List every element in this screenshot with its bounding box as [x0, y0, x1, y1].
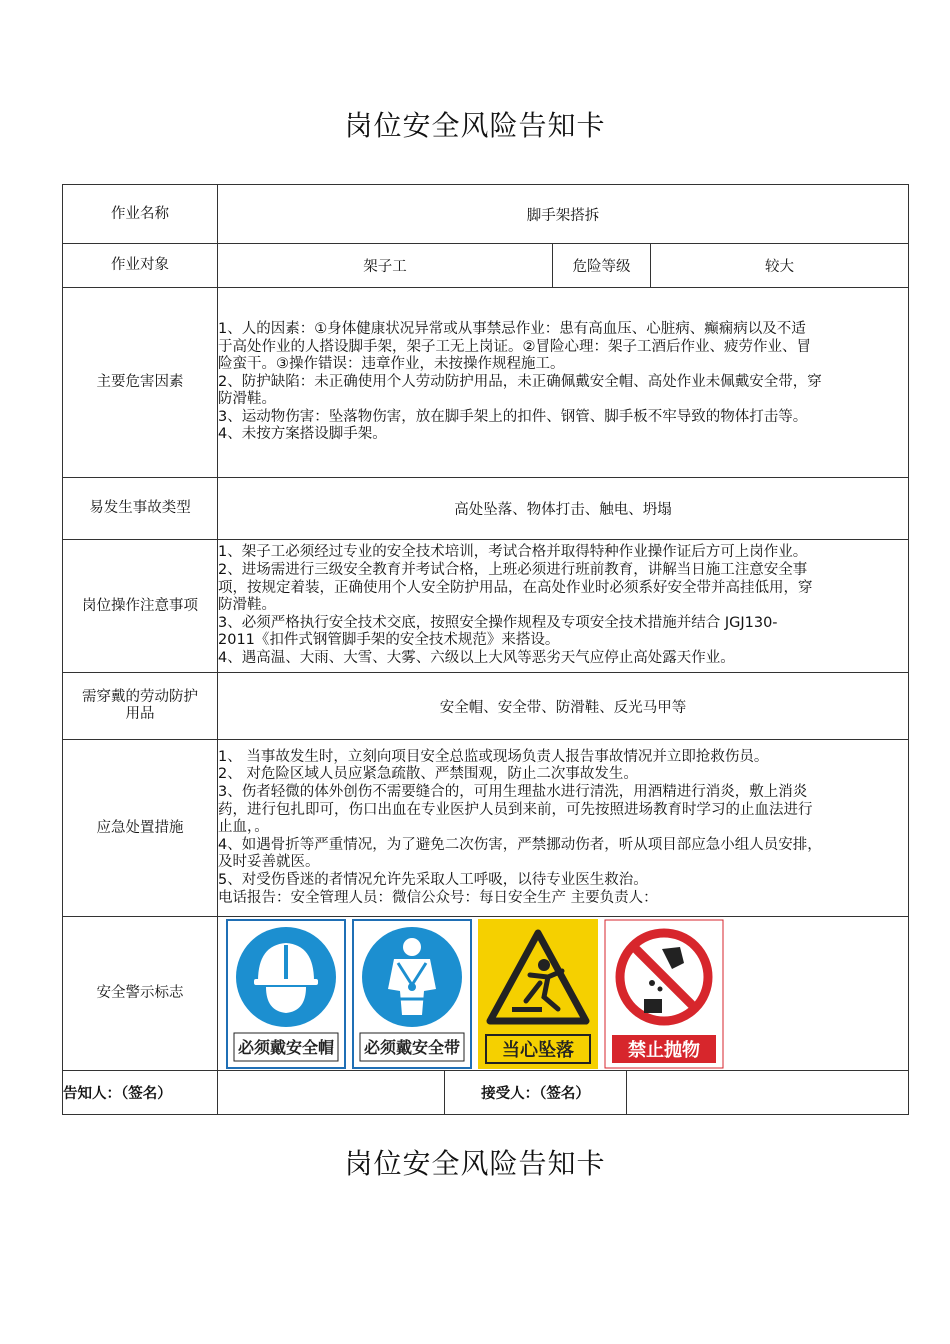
sign-caption: 当心坠落: [502, 1039, 574, 1061]
sign-caption: 必须戴安全帽: [237, 1037, 335, 1057]
precaution-line: 3、必须严格执行安全技术交底，按照安全操作规程及专项安全技术措施并结合 JGJ130-: [218, 614, 778, 631]
emergency-line: 5、对受伤昏迷的者情况允许先采取人工呼吸，以待专业医生救治。: [218, 871, 648, 888]
precaution-line: 4、遇高温、大雨、大雪、大雾、六级以上大风等恶劣天气应停止高处露天作业。: [218, 649, 735, 666]
sign-must-wear-helmet: [226, 919, 346, 1069]
job-target-label: 作业对象: [63, 244, 218, 288]
sign-no-throwing: [604, 919, 724, 1069]
hazards-text: [218, 288, 909, 478]
row-precautions: [63, 540, 909, 673]
hazard-line: 防滑鞋。: [218, 391, 276, 408]
precautions-label: 岗位操作注意事项: [63, 540, 218, 673]
row-job-name: [63, 185, 909, 244]
receiver-signature-field[interactable]: [627, 1071, 909, 1115]
signs-cell: [218, 917, 909, 1071]
ppe-value: 安全帽、安全带、防滑鞋、反光马甲等: [218, 673, 909, 740]
emergency-line: 药，进行包扎即可，伤口出血在专业医护人员到来前，可先按照进场教育时学习的止血法进行: [218, 801, 813, 818]
hazard-line: 险蛮干。③操作错误：违章作业，未按操作规程施工。: [218, 356, 565, 373]
row-signature: [63, 1071, 909, 1115]
emergency-line: 4、如遇骨折等严重情况，为了避免二次伤害，严禁挪动伤者，听从项目部应急小组人员安排，: [218, 836, 822, 853]
helmet-icon: [236, 927, 336, 1027]
precaution-line: 项，按规定着装，正确使用个人安全防护用品，在高处作业时必须系好安全带并高挂低用，穿: [218, 579, 813, 596]
no-throwing-icon: [620, 933, 708, 1021]
job-target-value: 架子工: [218, 244, 553, 288]
precautions-text: [218, 540, 909, 673]
sign-caption: 禁止抛物: [628, 1039, 700, 1061]
hazard-line: 于高处作业的人搭设脚手架，架子工无上岗证。②冒险心理：架子工酒后作业、疲劳作业、冒: [218, 338, 811, 355]
row-signs: [63, 917, 909, 1071]
precaution-line: 2011《扣件式钢管脚手架的安全技术规范》来搭设。: [218, 632, 560, 649]
hazard-line: 1、人的因素：①身体健康状况异常或从事禁忌作业：患有高血压、心脏病、癫痫病以及不适: [218, 320, 806, 337]
signs-label: 安全警示标志: [63, 917, 218, 1071]
ppe-label: [63, 673, 218, 740]
emergency-line: 电话报告：安全管理人员：微信公众号：每日安全生产 主要负责人：: [218, 889, 658, 906]
sign-must-wear-harness: [352, 919, 472, 1069]
ppe-label-line: 用品: [125, 706, 155, 722]
risk-card-table: [62, 184, 909, 1115]
hazards-label: 主要危害因素: [63, 288, 218, 478]
emergency-line: 3、伤者轻微的体外创伤不需要缝合的，可用生理盐水进行清洗，用酒精进行消炎，敷上消炎: [218, 784, 808, 801]
hazard-line: 3、运动物伤害：坠落物伤害，放在脚手架上的扣件、钢管、脚手板不牢导致的物体打击等。: [218, 408, 808, 425]
hazard-line: 2、防护缺陷：未正确使用个人劳动防护用品，未正确佩戴安全帽、高处作业未佩戴安全带，穿: [218, 373, 822, 390]
job-name-label: 作业名称: [63, 185, 218, 244]
job-name-value: 脚手架搭拆: [218, 185, 909, 244]
harness-icon: [362, 927, 462, 1027]
notifier-signature-label: 告知人：（签名）: [63, 1071, 218, 1115]
row-ppe: [63, 673, 909, 740]
precaution-line: 1、架子工必须经过专业的安全技术培训，考试合格并取得特种作业操作证后方可上岗作业。: [218, 544, 808, 561]
emergency-line: 及时妥善就医。: [218, 854, 320, 871]
emergency-line: 2、 对危险区域人员应紧急疏散、严禁围观，防止二次事故发生。: [218, 766, 638, 783]
sign-caption: 必须戴安全带: [363, 1037, 461, 1057]
sign-beware-falling: [478, 919, 598, 1069]
emergency-line: 止血，。: [218, 819, 269, 836]
receiver-signature-label: 接受人：（签名）: [445, 1071, 627, 1115]
next-page-title: 岗位安全风险告知卡: [344, 1147, 606, 1180]
notifier-signature-field[interactable]: [218, 1071, 445, 1115]
risk-level-label: 危险等级: [553, 244, 651, 288]
emergency-text: [218, 740, 909, 917]
ppe-label-line: 需穿戴的劳动防护: [82, 689, 198, 705]
row-job-target: [63, 244, 909, 288]
row-accidents: [63, 478, 909, 540]
precaution-line: 2、进场需进行三级安全教育并考试合格，上班必须进行班前教育，讲解当日施工注意安全事: [218, 562, 808, 579]
precaution-line: 防滑鞋。: [218, 597, 276, 614]
row-hazards: [63, 288, 909, 478]
accidents-label: 易发生事故类型: [63, 478, 218, 540]
page-title: 岗位安全风险告知卡: [344, 109, 606, 142]
risk-level-value: 较大: [651, 244, 909, 288]
emergency-label: 应急处置措施: [63, 740, 218, 917]
accidents-value: 高处坠落、物体打击、触电、坍塌: [218, 478, 909, 540]
emergency-line: 1、 当事故发生时，立刻向项目安全总监或现场负责人报告事故情况并立即抢救伤员。: [218, 748, 769, 765]
hazard-line: 4、未按方案搭设脚手架。: [218, 426, 387, 443]
row-emergency: [63, 740, 909, 917]
